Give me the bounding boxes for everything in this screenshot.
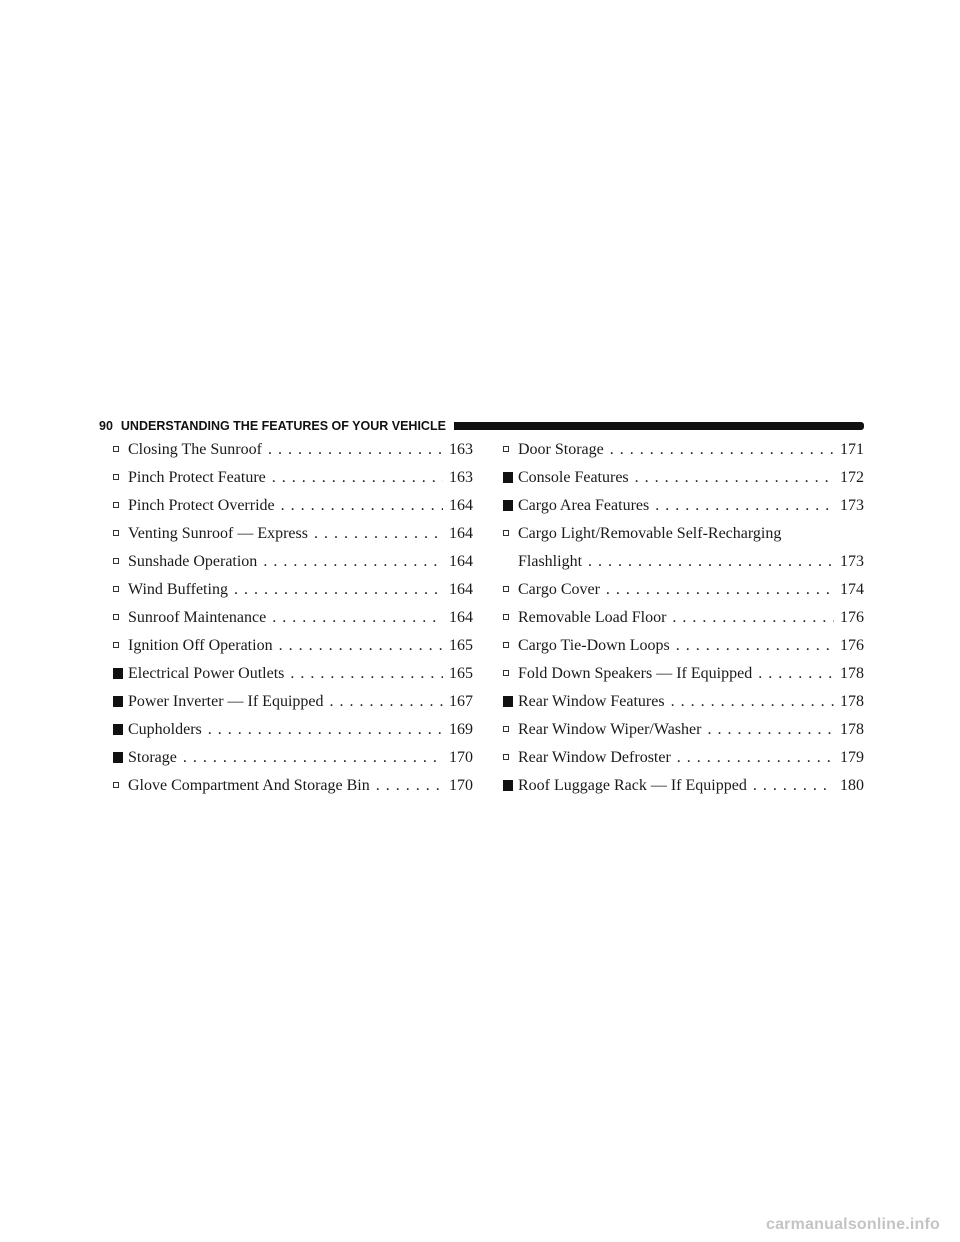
toc-entry-page: 174 — [840, 581, 864, 598]
toc-entry-page: 176 — [840, 637, 864, 654]
hollow-square-bullet-icon — [113, 782, 119, 788]
toc-entry-main[interactable] — [503, 492, 864, 520]
toc-entry-sub[interactable] — [113, 464, 473, 492]
toc-entry-label: Console Features — [518, 469, 629, 486]
toc-entry-sub[interactable] — [503, 632, 864, 660]
toc-entry-label: Cargo Tie-Down Loops — [518, 637, 670, 654]
filled-square-bullet-icon — [503, 472, 513, 483]
toc-entry-label: Wind Buffeting — [128, 581, 228, 598]
toc-entry-label: Roof Luggage Rack — If Equipped — [518, 777, 747, 794]
toc-entry-label: Electrical Power Outlets — [128, 665, 285, 682]
toc-entry-sub[interactable] — [503, 576, 864, 604]
filled-square-bullet-icon — [503, 780, 513, 791]
toc-entry-label: Pinch Protect Override — [128, 497, 275, 514]
toc-entry-main[interactable] — [113, 660, 473, 688]
toc-entry-sub[interactable] — [503, 716, 864, 744]
toc-entry-main[interactable] — [113, 688, 473, 716]
toc-entry-label: Venting Sunroof — Express — [128, 525, 308, 542]
toc-entry-label: Power Inverter — If Equipped — [128, 693, 324, 710]
toc-entry-sub[interactable] — [113, 520, 473, 548]
hollow-square-bullet-icon — [113, 502, 119, 508]
toc-entry-page: 179 — [840, 749, 864, 766]
hollow-square-bullet-icon — [113, 586, 119, 592]
toc-entry-label: Removable Load Floor — [518, 609, 667, 626]
hollow-square-bullet-icon — [503, 586, 509, 592]
toc-entry-sub[interactable] — [113, 436, 473, 464]
header-rule — [454, 422, 864, 430]
filled-square-bullet-icon — [503, 500, 513, 511]
toc-entry-page: 164 — [449, 497, 473, 514]
toc-entry-label: Sunroof Maintenance — [128, 609, 267, 626]
toc-entry-page: 173 — [840, 497, 864, 514]
hollow-square-bullet-icon — [503, 670, 509, 676]
toc-entry-main[interactable] — [503, 688, 864, 716]
dot-leader — [234, 576, 443, 604]
toc-entry-sub[interactable] — [503, 436, 864, 464]
toc-entry-label: Door Storage — [518, 441, 604, 458]
toc-entry-main[interactable] — [113, 744, 473, 772]
dot-leader — [281, 492, 443, 520]
toc-entry-sub[interactable] — [113, 576, 473, 604]
toc-entry-page: 164 — [449, 553, 473, 570]
dot-leader — [208, 716, 443, 744]
toc-entry-label: Glove Compartment And Storage Bin — [128, 777, 370, 794]
toc-entry-sub[interactable] — [113, 548, 473, 576]
toc-entry-label-continued: Flashlight — [518, 553, 583, 570]
hollow-square-bullet-icon — [113, 474, 119, 480]
dot-leader — [610, 436, 834, 464]
toc-entry-main[interactable] — [113, 716, 473, 744]
toc-entry-page: 164 — [449, 581, 473, 598]
hollow-square-bullet-icon — [113, 614, 119, 620]
toc-entry-label: Closing The Sunroof — [128, 441, 262, 458]
hollow-square-bullet-icon — [503, 614, 509, 620]
hollow-square-bullet-icon — [503, 446, 509, 452]
filled-square-bullet-icon — [113, 696, 123, 707]
watermark: carmanualsonline.info — [765, 1216, 940, 1233]
dot-leader — [330, 688, 444, 716]
toc-entry-page: 178 — [840, 665, 864, 682]
hollow-square-bullet-icon — [113, 446, 119, 452]
toc-entry-page: 180 — [840, 777, 864, 794]
dot-leader — [671, 688, 834, 716]
dot-leader — [707, 716, 834, 744]
toc-entry-label: Rear Window Wiper/Washer — [518, 721, 702, 738]
toc-entry-page: 163 — [449, 441, 473, 458]
toc-entry-main[interactable] — [503, 464, 864, 492]
dot-leader — [376, 772, 443, 800]
dot-leader — [753, 772, 834, 800]
dot-leader — [268, 436, 443, 464]
toc-right-column — [503, 436, 864, 800]
toc-entry-main[interactable] — [503, 772, 864, 800]
toc-entry-label: Cargo Light/Removable Self-Recharging — [518, 525, 782, 542]
dot-leader — [183, 744, 443, 772]
toc-entry-page: 176 — [840, 609, 864, 626]
section-title: UNDERSTANDING THE FEATURES OF YOUR VEHICLE — [120, 419, 446, 433]
dot-leader — [655, 492, 834, 520]
toc-entry-sub[interactable] — [503, 660, 864, 688]
hollow-square-bullet-icon — [113, 558, 119, 564]
dot-leader — [314, 520, 443, 548]
toc-entry-label: Rear Window Defroster — [518, 749, 671, 766]
toc-entry-page: 170 — [449, 777, 473, 794]
dot-leader — [635, 464, 834, 492]
dot-leader — [290, 660, 443, 688]
toc-entry-page: 165 — [449, 665, 473, 682]
page-number: 90 — [99, 419, 113, 433]
toc-entry-page: 169 — [449, 721, 473, 738]
toc-entry-page: 178 — [840, 693, 864, 710]
toc-entry-sub[interactable] — [503, 604, 864, 632]
toc-entry-label: Pinch Protect Feature — [128, 469, 266, 486]
page-header — [99, 419, 864, 433]
toc-entry-label: Cupholders — [128, 721, 202, 738]
filled-square-bullet-icon — [113, 724, 123, 735]
toc-entry-page: 163 — [449, 469, 473, 486]
filled-square-bullet-icon — [503, 696, 513, 707]
toc-entry-sub[interactable] — [113, 492, 473, 520]
dot-leader — [272, 604, 443, 632]
toc-left-column — [113, 436, 473, 800]
hollow-square-bullet-icon — [113, 642, 119, 648]
hollow-square-bullet-icon — [503, 530, 509, 536]
toc-entry-page: 171 — [840, 441, 864, 458]
toc-entry-label: Cargo Cover — [518, 581, 600, 598]
toc-entry-page: 170 — [449, 749, 473, 766]
dot-leader — [272, 464, 443, 492]
toc-entry-label: Cargo Area Features — [518, 497, 650, 514]
filled-square-bullet-icon — [113, 668, 123, 679]
dot-leader — [758, 660, 834, 688]
toc-entry-page: 178 — [840, 721, 864, 738]
toc-entry-page: 164 — [449, 609, 473, 626]
toc-entry-page: 172 — [840, 469, 864, 486]
hollow-square-bullet-icon — [503, 642, 509, 648]
dot-leader — [588, 548, 834, 576]
toc-entry-sub[interactable] — [113, 604, 473, 632]
toc-entry-page: 164 — [449, 525, 473, 542]
dot-leader — [676, 632, 834, 660]
filled-square-bullet-icon — [113, 752, 123, 763]
toc-entry-sub[interactable] — [503, 520, 864, 576]
toc-entry-page: 167 — [449, 693, 473, 710]
hollow-square-bullet-icon — [113, 530, 119, 536]
dot-leader — [672, 604, 834, 632]
dot-leader — [677, 744, 834, 772]
dot-leader — [606, 576, 834, 604]
toc-entry-label: Rear Window Features — [518, 693, 665, 710]
toc-entry-sub[interactable] — [113, 632, 473, 660]
toc-entry-label: Storage — [128, 749, 177, 766]
toc-entry-label: Sunshade Operation — [128, 553, 258, 570]
toc-entry-label: Ignition Off Operation — [128, 637, 273, 654]
toc-entry-sub[interactable] — [503, 744, 864, 772]
toc-entry-page: 173 — [840, 553, 864, 570]
toc-entry-label: Fold Down Speakers — If Equipped — [518, 665, 753, 682]
hollow-square-bullet-icon — [503, 754, 509, 760]
dot-leader — [279, 632, 443, 660]
toc-entry-page: 165 — [449, 637, 473, 654]
dot-leader — [263, 548, 443, 576]
toc-entry-sub[interactable] — [113, 772, 473, 800]
hollow-square-bullet-icon — [503, 726, 509, 732]
